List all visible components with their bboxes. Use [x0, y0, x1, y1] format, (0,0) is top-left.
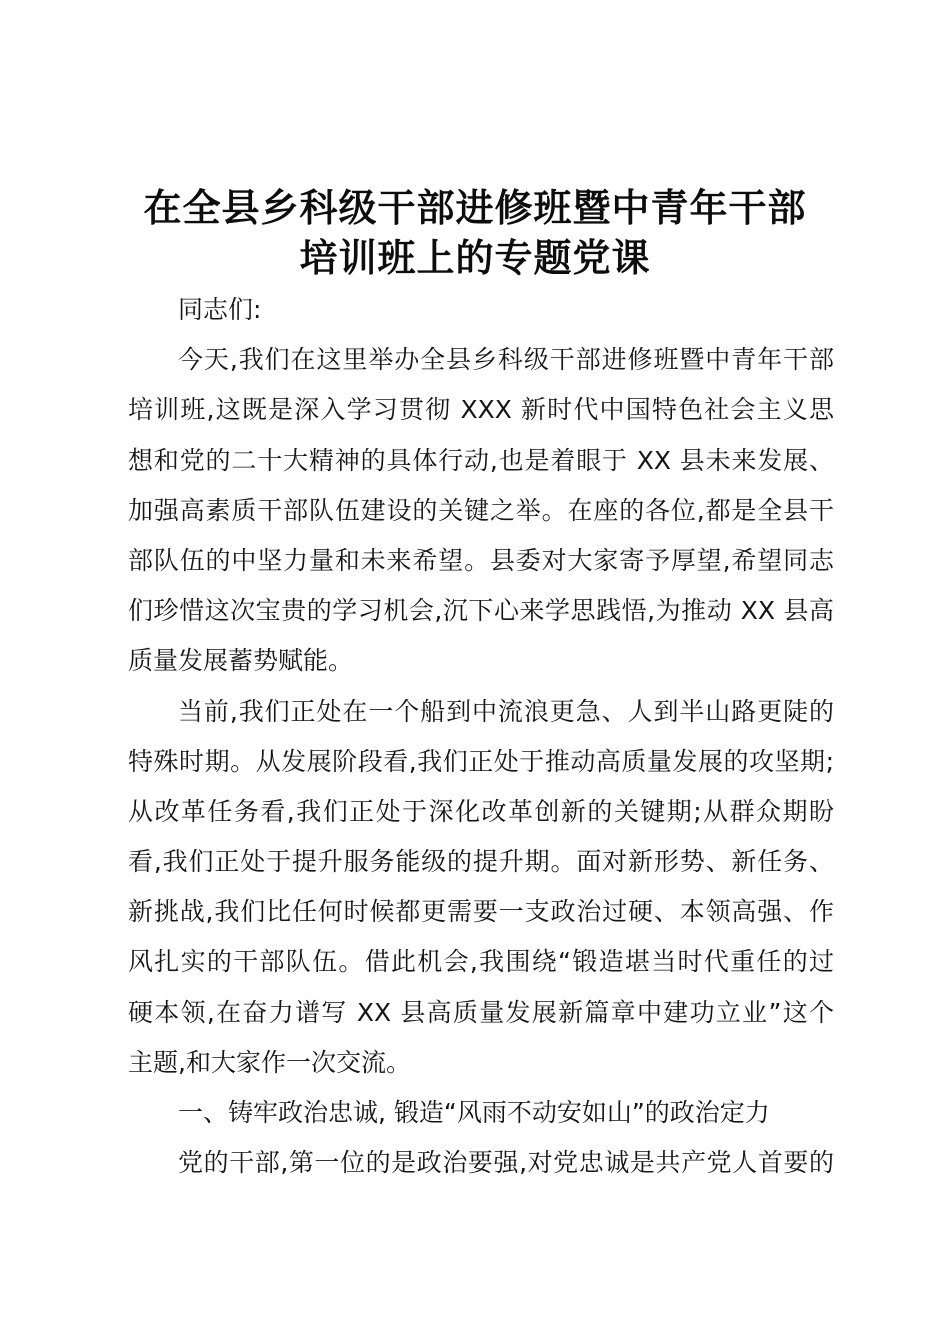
- body-line: 从改革任务看,我们正处于深化改革创新的关键期;从群众期盼: [128, 796, 834, 826]
- document-title-line-2: 培训班上的专题党课: [299, 235, 651, 280]
- body-line: 质量发展蓄势赋能。: [128, 646, 354, 676]
- section-heading: 一、铸牢政治忠诚, 锻造“风雨不动安如山”的政治定力: [178, 1098, 770, 1127]
- body-line: 主题,和大家作一次交流。: [128, 1047, 411, 1077]
- document-body: [128, 285, 834, 1188]
- body-line: 看,我们正处于提升服务能级的提升期。面对新形势、新任务、: [128, 847, 834, 877]
- body-line: 今天,我们在这里举办全县乡科级干部进修班暨中青年干部: [178, 345, 834, 375]
- body-line: 新挑战,我们比任何时候都更需要一支政治过硬、本领高强、作: [128, 897, 834, 927]
- body-line: 风扎实的干部队伍。借此机会,我围绕“锻造堪当时代重任的过: [128, 947, 834, 977]
- body-line: 们珍惜这次宝贵的学习机会,沉下心来学思践悟,为推动 XX 县高: [128, 596, 834, 626]
- body-line: 硬本领,在奋力谱写 XX 县高质量发展新篇章中建功立业”这个: [128, 997, 834, 1027]
- body-line: 加强高素质干部队伍建设的关键之举。在座的各位,都是全县干: [128, 495, 834, 525]
- body-line: 培训班,这既是深入学习贯彻 XXX 新时代中国特色社会主义思: [128, 395, 834, 425]
- body-line: 当前,我们正处在一个船到中流浪更急、人到半山路更陡的: [178, 696, 834, 726]
- document-title-line-1: 在全县乡科级干部进修班暨中青年干部: [143, 185, 807, 230]
- salutation: 同志们:: [178, 295, 262, 324]
- body-line: 想和党的二十大精神的具体行动,也是着眼于 XX 县未来发展、: [128, 445, 834, 475]
- body-line: 部队伍的中坚力量和未来希望。县委对大家寄予厚望,希望同志: [128, 545, 834, 575]
- body-line: 党的干部,第一位的是政治要强,对党忠诚是共产党人首要的: [178, 1148, 834, 1178]
- body-line: 特殊时期。从发展阶段看,我们正处于推动高质量发展的攻坚期;: [128, 746, 834, 776]
